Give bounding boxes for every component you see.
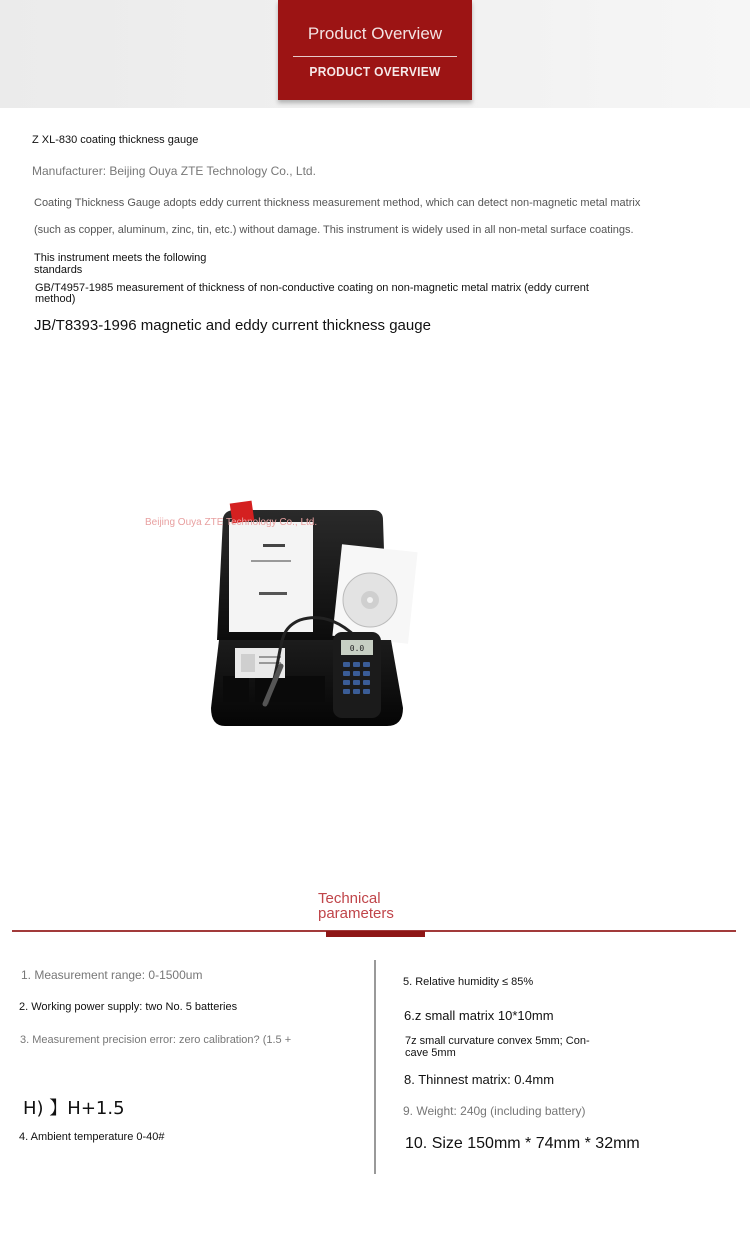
standards-heading-line-1: This instrument meets the following bbox=[34, 252, 207, 264]
photo-watermark: Beijing Ouya ZTE Technology Co., Ltd. bbox=[145, 517, 318, 528]
standards-heading-line-2: standards bbox=[34, 264, 83, 276]
description-line-2: (such as copper, aluminum, zinc, tin, etc.) without damage. This instrument is widely used in all non-metal surface coatings. bbox=[34, 224, 634, 236]
param-relative-humidity: 5. Relative humidity ≤ 85% bbox=[403, 976, 534, 988]
param-precision-error: 3. Measurement precision error: zero calibration? (1.5 + bbox=[20, 1034, 292, 1046]
param-small-matrix: 6.z small matrix 10*10mm bbox=[404, 1008, 554, 1023]
param-weight: 9. Weight: 240g (including battery) bbox=[403, 1104, 586, 1118]
param-size: 10. Size 150mm * 74mm * 32mm bbox=[405, 1135, 640, 1152]
param-precision-formula: H) 】H+1.5 bbox=[23, 1098, 125, 1119]
standard-2: JB/T8393-1996 magnetic and eddy current thickness gauge bbox=[34, 317, 431, 334]
banner-divider bbox=[293, 56, 457, 57]
banner-subtitle: PRODUCT OVERVIEW bbox=[309, 64, 441, 79]
lcd-reading: 0.0 bbox=[349, 644, 365, 653]
banner-title-box bbox=[278, 0, 472, 100]
header-banner bbox=[0, 0, 750, 108]
column-divider bbox=[374, 960, 376, 1174]
standard-1-line-2: method) bbox=[35, 293, 76, 305]
param-curvature-line-2: cave 5mm bbox=[405, 1047, 456, 1059]
param-thinnest-matrix: 8. Thinnest matrix: 0.4mm bbox=[404, 1072, 555, 1087]
description-line-1: Coating Thickness Gauge adopts eddy current thickness measurement method, which can detect non-magnetic metal matrix bbox=[34, 197, 641, 209]
product-name: Z XL-830 coating thickness gauge bbox=[32, 134, 199, 146]
tech-params-tab bbox=[326, 931, 425, 937]
param-power-supply: 2. Working power supply: two No. 5 batteries bbox=[19, 1001, 238, 1013]
param-measurement-range: 1. Measurement range: 0-1500um bbox=[21, 968, 203, 982]
manual-booklet bbox=[229, 522, 313, 632]
param-ambient-temperature: 4. Ambient temperature 0-40# bbox=[19, 1131, 165, 1143]
standard-1-line-1: GB/T4957-1985 measurement of thickness of non-conductive coating on non-magnetic metal matrix (eddy current bbox=[35, 282, 589, 294]
manufacturer: Manufacturer: Beijing Ouya ZTE Technology Co., Ltd. bbox=[32, 164, 316, 178]
banner-title: Product Overview bbox=[307, 24, 443, 43]
tech-params-title: Technical parameters bbox=[318, 890, 394, 922]
param-curvature-line-1: 7z small curvature convex 5mm; Con- bbox=[405, 1035, 590, 1047]
